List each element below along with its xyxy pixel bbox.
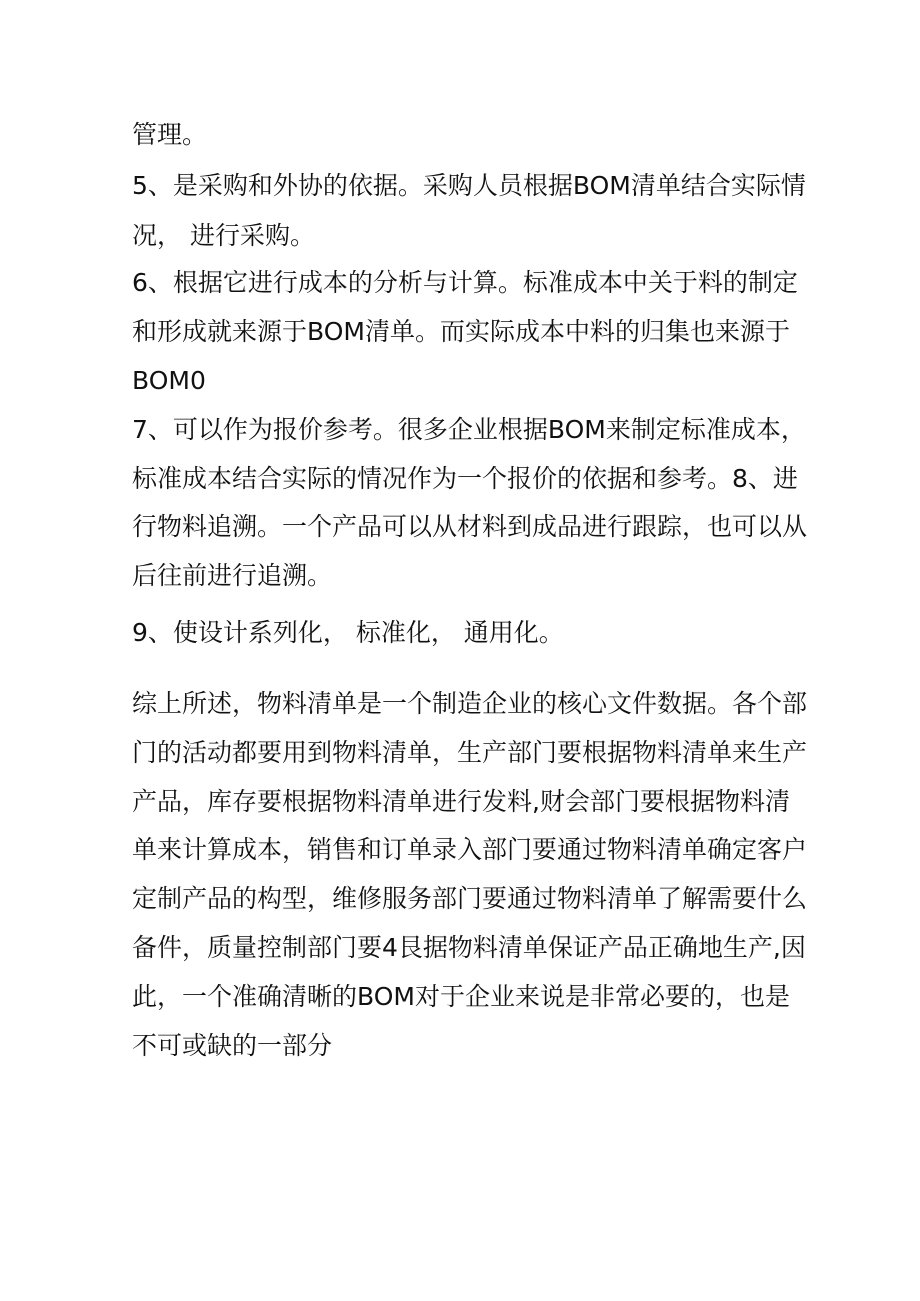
text-line-18: 此，一个准确清晰的BOM对于企业来说是非常必要的，也是 — [132, 982, 790, 1011]
text-line-9: 行物料追溯。一个产品可以从材料到成品进行跟踪，也可以从 — [132, 512, 808, 541]
text-line-1: 管理。 — [132, 120, 208, 149]
text-line-13: 门的活动都要用到物料清单，生产部门要根据物料清单来生产 — [132, 738, 808, 767]
text-line-8: 标准成本结合实际的情况作为一个报价的依据和参考。8、进 — [132, 464, 798, 493]
text-line-3: 况， 进行采购。 — [132, 221, 315, 250]
text-line-12: 综上所述，物料清单是一个制造企业的核心文件数据。各个部 — [132, 689, 808, 718]
text-line-15: 单来计算成本，销售和订单录入部门要通过物料清单确定客户 — [132, 835, 808, 864]
text-line-11: 9、使设计系列化， 标准化， 通用化。 — [132, 618, 564, 647]
text-line-19: 不可或缺的一部分 — [132, 1031, 333, 1060]
text-line-5: 和形成就来源于BOM清单。而实际成本中料的归集也来源于 — [132, 317, 790, 346]
text-line-4: 6、根据它进行成本的分析与计算。标准成本中关于料的制定 — [132, 268, 798, 297]
text-line-10: 后往前进行追溯。 — [132, 561, 333, 590]
text-line-16: 定制产品的构型，维修服务部门要通过物料清单了解需要什么 — [132, 884, 808, 913]
text-line-7: 7、可以作为报价参考。很多企业根据BOM来制定标准成本， — [132, 415, 806, 444]
text-line-14: 产品，库存要根据物料清单进行发料,财会部门要根据物料清 — [132, 787, 790, 816]
text-line-2: 5、是采购和外协的依据。采购人员根据BOM清单结合实际情 — [132, 171, 806, 200]
text-line-6: BOM0 — [132, 366, 206, 395]
text-line-17: 备件，质量控制部门要4艮据物料清单保证产品正确地生产,因 — [132, 933, 806, 962]
